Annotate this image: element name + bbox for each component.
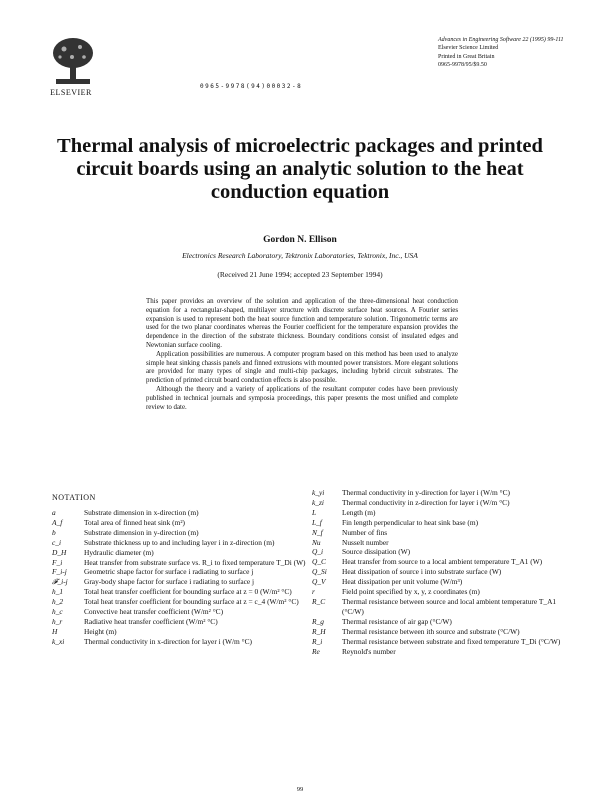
notation-definition: Substrate thickness up to and including layer i in z-direction (m) bbox=[84, 537, 275, 547]
notation-heading: NOTATION bbox=[52, 493, 96, 502]
notation-entry bbox=[52, 548, 307, 558]
notation-definition: Thermal conductivity in x-direction for layer i (W/m °C) bbox=[84, 636, 252, 646]
notation-entry bbox=[312, 587, 572, 597]
notation-entry bbox=[312, 627, 572, 637]
notation-symbol: F_i-j bbox=[52, 567, 67, 577]
notation-symbol: a bbox=[52, 508, 56, 517]
article-code: 0965-9978(94)00032-8 bbox=[200, 83, 303, 90]
notation-symbol: h_c bbox=[52, 607, 63, 617]
notation-definition: Total heat transfer coefficient for bounding surface at z = c_4 (W/m² °C) bbox=[84, 597, 299, 607]
notation-symbol: c_i bbox=[52, 537, 62, 547]
notation-entry bbox=[312, 647, 572, 657]
notation-definition: Geometric shape factor for surface i radiating to surface j bbox=[84, 567, 254, 577]
notation-entry bbox=[52, 607, 307, 617]
notation-entry bbox=[52, 577, 307, 587]
notation-symbol: Q_Si bbox=[312, 567, 327, 577]
notation-entry bbox=[52, 617, 307, 627]
notation-definition: Substrate dimension in x-direction (m) bbox=[84, 508, 199, 517]
notation-symbol: L_f bbox=[312, 517, 322, 527]
notation-entry bbox=[52, 528, 307, 538]
notation-definition: Substrate dimension in y-direction (m) bbox=[84, 527, 199, 537]
journal-info-line: 0965-9978/95/$9.50 bbox=[438, 62, 487, 69]
notation-definition: Number of fins bbox=[342, 527, 388, 537]
notation-symbol: b bbox=[52, 527, 56, 537]
notation-definition: Thermal resistance between source and local ambient temperature T_A1 (°C/W) bbox=[342, 596, 557, 616]
notation-entry bbox=[312, 528, 572, 538]
notation-entry bbox=[52, 508, 307, 518]
notation-symbol: k_yi bbox=[312, 488, 325, 497]
notation-entry bbox=[312, 637, 572, 647]
notation-symbol: F_i bbox=[52, 557, 63, 567]
journal-info-line: Elsevier Science Limited bbox=[438, 45, 499, 52]
notation-entry bbox=[312, 518, 572, 528]
abstract-paragraph: Application possibilities are numerous. A computer program based on this method has been used to analyze simple heat sinking chassis panels and finned extrusions with mounted power transistors. More elegant solutions are provided for many types of single and multi-chip packages, including hybrid circuit substrates. The prediction of printed circuit board conduction effects is also possible. bbox=[146, 350, 458, 385]
abstract-paragraph: Although the theory and a variety of applications of the resultant computer codes have been previously published in technical journals and symposia proceedings, this paper presents the most unified and complete review to date. bbox=[146, 385, 458, 411]
notation-entry bbox=[312, 498, 572, 508]
notation-symbol: h_r bbox=[52, 616, 63, 626]
notation-column-right bbox=[312, 488, 572, 656]
notation-entry bbox=[312, 567, 572, 577]
notation-entry bbox=[312, 488, 572, 498]
notation-entry bbox=[52, 518, 307, 528]
paper-title: Thermal analysis of microelectric packages and printed circuit boards using an analytic solution to the heat conduction equation bbox=[57, 135, 543, 203]
notation-definition: Thermal conductivity in z-direction for layer i (W/m °C) bbox=[342, 497, 510, 507]
notation-symbol: Q_V bbox=[312, 577, 326, 587]
journal-citation: Advances in Engineering Software 22 (1995) 99-111 bbox=[438, 37, 564, 43]
notation-symbol: r bbox=[312, 587, 315, 597]
page-number: 99 bbox=[296, 786, 304, 793]
notation-entry bbox=[52, 558, 307, 568]
notation-definition: Heat transfer from source to a local ambient temperature T_A1 (W) bbox=[342, 557, 543, 567]
notation-definition: Radiative heat transfer coefficient (W/m² °C) bbox=[84, 616, 218, 626]
notation-column-left bbox=[52, 508, 307, 647]
notation-definition: Height (m) bbox=[84, 626, 117, 636]
notation-entry bbox=[312, 617, 572, 627]
author-name: Gordon N. Ellison bbox=[263, 235, 337, 245]
notation-symbol: Re bbox=[312, 646, 320, 656]
notation-symbol: 𝓕_i-j bbox=[52, 577, 68, 587]
notation-symbol: Q_i bbox=[312, 547, 324, 557]
notation-symbol: k_xi bbox=[52, 636, 65, 646]
notation-definition: Length (m) bbox=[342, 507, 376, 517]
notation-entry bbox=[52, 538, 307, 548]
notation-definition: Total heat transfer coefficient for bounding surface at z = 0 (W/m² °C) bbox=[84, 587, 292, 597]
elsevier-tree-logo bbox=[50, 35, 96, 87]
notation-definition: Convective heat transfer coefficient (W/m² °C) bbox=[84, 607, 224, 617]
notation-definition: Thermal conductivity in y-direction for layer i (W/m °C) bbox=[342, 488, 510, 497]
abstract bbox=[146, 298, 458, 412]
journal-info-line: Printed in Great Britain bbox=[438, 53, 495, 60]
notation-symbol: R_i bbox=[312, 636, 323, 646]
notation-symbol: h_2 bbox=[52, 597, 64, 607]
notation-definition: Field point specified by x, y, z coordinates (m) bbox=[342, 587, 480, 597]
notation-entry bbox=[52, 567, 307, 577]
notation-definition: Nusselt number bbox=[342, 537, 389, 547]
notation-definition: Gray-body shape factor for surface i radiating to surface j bbox=[84, 577, 255, 587]
journal-info bbox=[438, 36, 568, 70]
notation-entry bbox=[312, 577, 572, 587]
notation-definition: Fin length perpendicular to heat sink base (m) bbox=[342, 517, 479, 527]
notation-symbol: A_f bbox=[52, 517, 63, 527]
notation-entry bbox=[312, 508, 572, 518]
publisher-name: ELSEVIER bbox=[50, 88, 92, 97]
notation-definition: Source dissipation (W) bbox=[342, 547, 411, 557]
notation-entry bbox=[312, 538, 572, 548]
notation-symbol: D_H bbox=[52, 547, 67, 557]
notation-definition: Heat dissipation of source i into substrate surface (W) bbox=[342, 567, 502, 577]
received-dates: (Received 21 June 1994; accepted 23 September 1994) bbox=[217, 270, 383, 279]
notation-definition: Heat transfer from substrate surface vs. R_i to fixed temperature T_Di (W) bbox=[84, 557, 306, 567]
notation-definition: Thermal resistance between substrate and fixed temperature T_Di (°C/W) bbox=[342, 636, 561, 646]
notation-symbol: Nu bbox=[312, 537, 321, 547]
notation-definition: Thermal resistance of air gap (°C/W) bbox=[342, 616, 452, 626]
notation-entry bbox=[52, 587, 307, 597]
notation-symbol: N_f bbox=[312, 527, 323, 537]
abstract-paragraph: This paper provides an overview of the solution and application of the three-dimensional heat conduction equation for a rectangular-shaped, multilayer structure with discrete surface heat sources. A Fourier series expansion is used to represent both the heat source function and temperature solution. Trigonometric terms are used for the two planar coordinates whereas the Fourier coefficient for the temperature expansion provides the dependence in the direction of the substrate thickness. Boundary conditions consist of insulated edges and Newtonian surface cooling. bbox=[146, 298, 458, 349]
notation-entry bbox=[52, 637, 307, 647]
notation-symbol: R_H bbox=[312, 626, 326, 636]
notation-definition: Reynold's number bbox=[342, 646, 396, 656]
author-affiliation: Electronics Research Laboratory, Tektronix Laboratories, Tektronix, Inc., USA bbox=[182, 251, 418, 260]
notation-symbol: h_1 bbox=[52, 587, 64, 597]
notation-symbol: R_g bbox=[312, 616, 324, 626]
notation-definition: Total area of finned heat sink (m²) bbox=[84, 517, 186, 527]
notation-symbol: Q_C bbox=[312, 557, 326, 567]
notation-entry bbox=[312, 597, 572, 617]
notation-entry bbox=[312, 547, 572, 557]
notation-entry bbox=[312, 557, 572, 567]
notation-symbol: H bbox=[52, 626, 58, 636]
notation-entry bbox=[52, 627, 307, 637]
notation-symbol: R_C bbox=[312, 596, 326, 606]
notation-symbol: k_zi bbox=[312, 497, 324, 507]
notation-definition: Hydraulic diameter (m) bbox=[84, 547, 154, 557]
notation-definition: Thermal resistance between ith source and substrate (°C/W) bbox=[342, 626, 520, 636]
notation-definition: Heat dissipation per unit volume (W/m³) bbox=[342, 577, 463, 587]
notation-entry bbox=[52, 597, 307, 607]
notation-symbol: L bbox=[312, 507, 317, 517]
